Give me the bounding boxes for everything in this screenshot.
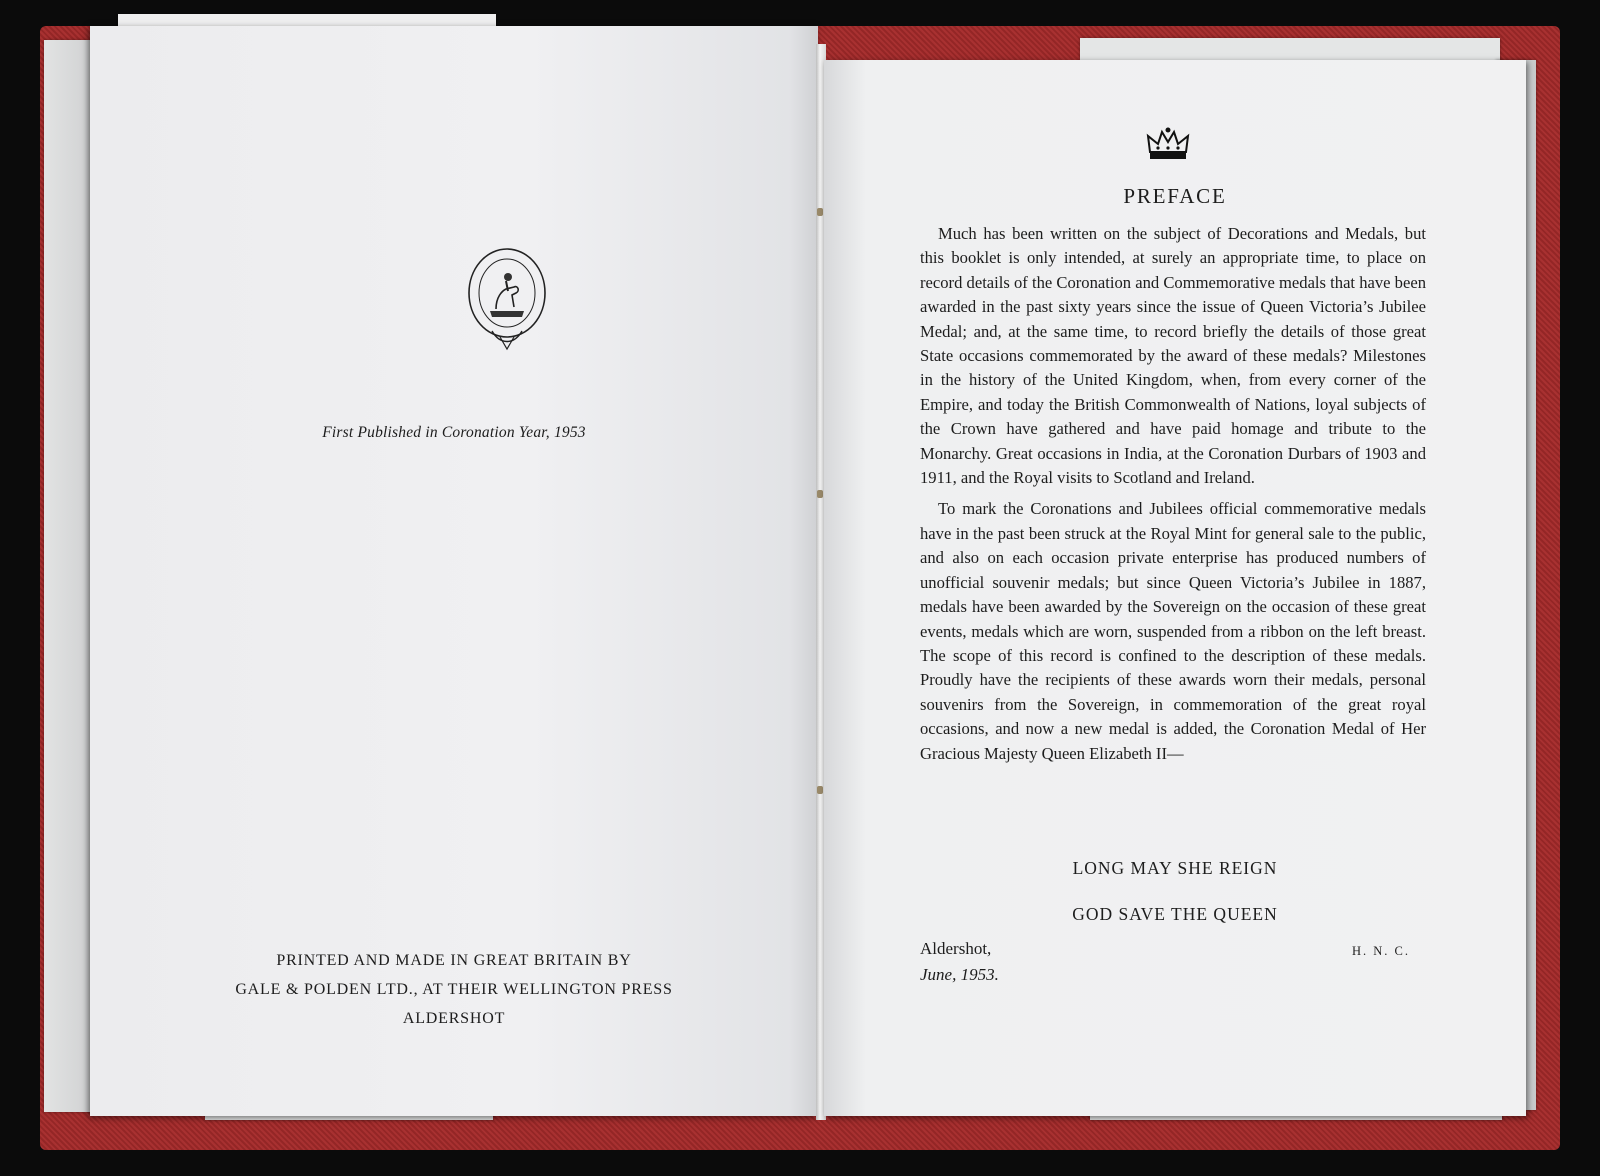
publisher-logo	[462, 241, 552, 351]
closing-line-1: LONG MAY SHE REIGN	[1072, 858, 1278, 878]
imprint-line-1: PRINTED AND MADE IN GREAT BRITAIN BY	[276, 952, 632, 969]
imprint-line-3: ALDERSHOT	[402, 1010, 506, 1027]
binding-stitch	[817, 786, 823, 794]
binding-stitch	[817, 208, 823, 216]
imprint-line-2: GALE & POLDEN LTD., AT THEIR WELLINGTON PRESS	[235, 981, 673, 998]
right-page	[824, 60, 1526, 1116]
preface-paragraph-2: To mark the Coronations and Jubilees official commemorative medals have in the past been struck at the Royal Mint for general sale to the public, and also on each occasion private enterprise has produced numbers of unofficial souvenir medals; but since Queen Victoria’s Jubilee in 1887, medals have been awarded by the Sovereign on the occasion of these great events, medals which are worn, suspended from a ribbon on the left breast. The scope of this record is confined to the description of these medals. Proudly have the recipients of these awards worn their medals, personal souvenirs from the Sovereign, in commemoration of the great royal occasions, and now a new medal is added, the Coronation Medal of Her Gracious Majesty Queen Elizabeth II—	[920, 499, 1426, 763]
author-initials: H. N. C.	[1351, 944, 1410, 958]
dust-jacket-flap-top-right	[1080, 38, 1500, 62]
binding-stitch	[817, 490, 823, 498]
closing-line-2: GOD SAVE THE QUEEN	[1072, 904, 1278, 924]
printer-imprint	[90, 946, 818, 1033]
left-page	[90, 26, 818, 1116]
place-line: Aldershot,	[920, 939, 992, 958]
preface-paragraph-1: Much has been written on the subject of Decorations and Medals, but this booklet is only intended, at surely an appropriate time, to place on record details of the Coronation and Commemorative medals that have been awarded in the past sixty years since the issue of Queen Victoria’s Jubilee Medal; and, at the same time, to record briefly the details of those great State occasions commemorated by the award of these medals? Milestones in the history of the United Kingdom, when, from every corner of the Empire, and today the British Commonwealth of Nations, loyal subjects of the Crown have gathered and have paid homage and tribute to the Monarchy. Great occasions in India, at the Coronation Durbars of 1903 and 1911, and the Royal visits to Scotland and Ireland.	[920, 224, 1426, 488]
signature-place-date	[920, 936, 999, 988]
dust-jacket-flap-left	[44, 40, 92, 1112]
crown-icon	[1146, 126, 1190, 162]
page-title: PREFACE	[1123, 184, 1227, 208]
preface-body	[920, 222, 1426, 766]
first-published-line: First Published in Coronation Year, 1953	[322, 424, 586, 441]
date-line: June, 1953.	[920, 965, 999, 984]
